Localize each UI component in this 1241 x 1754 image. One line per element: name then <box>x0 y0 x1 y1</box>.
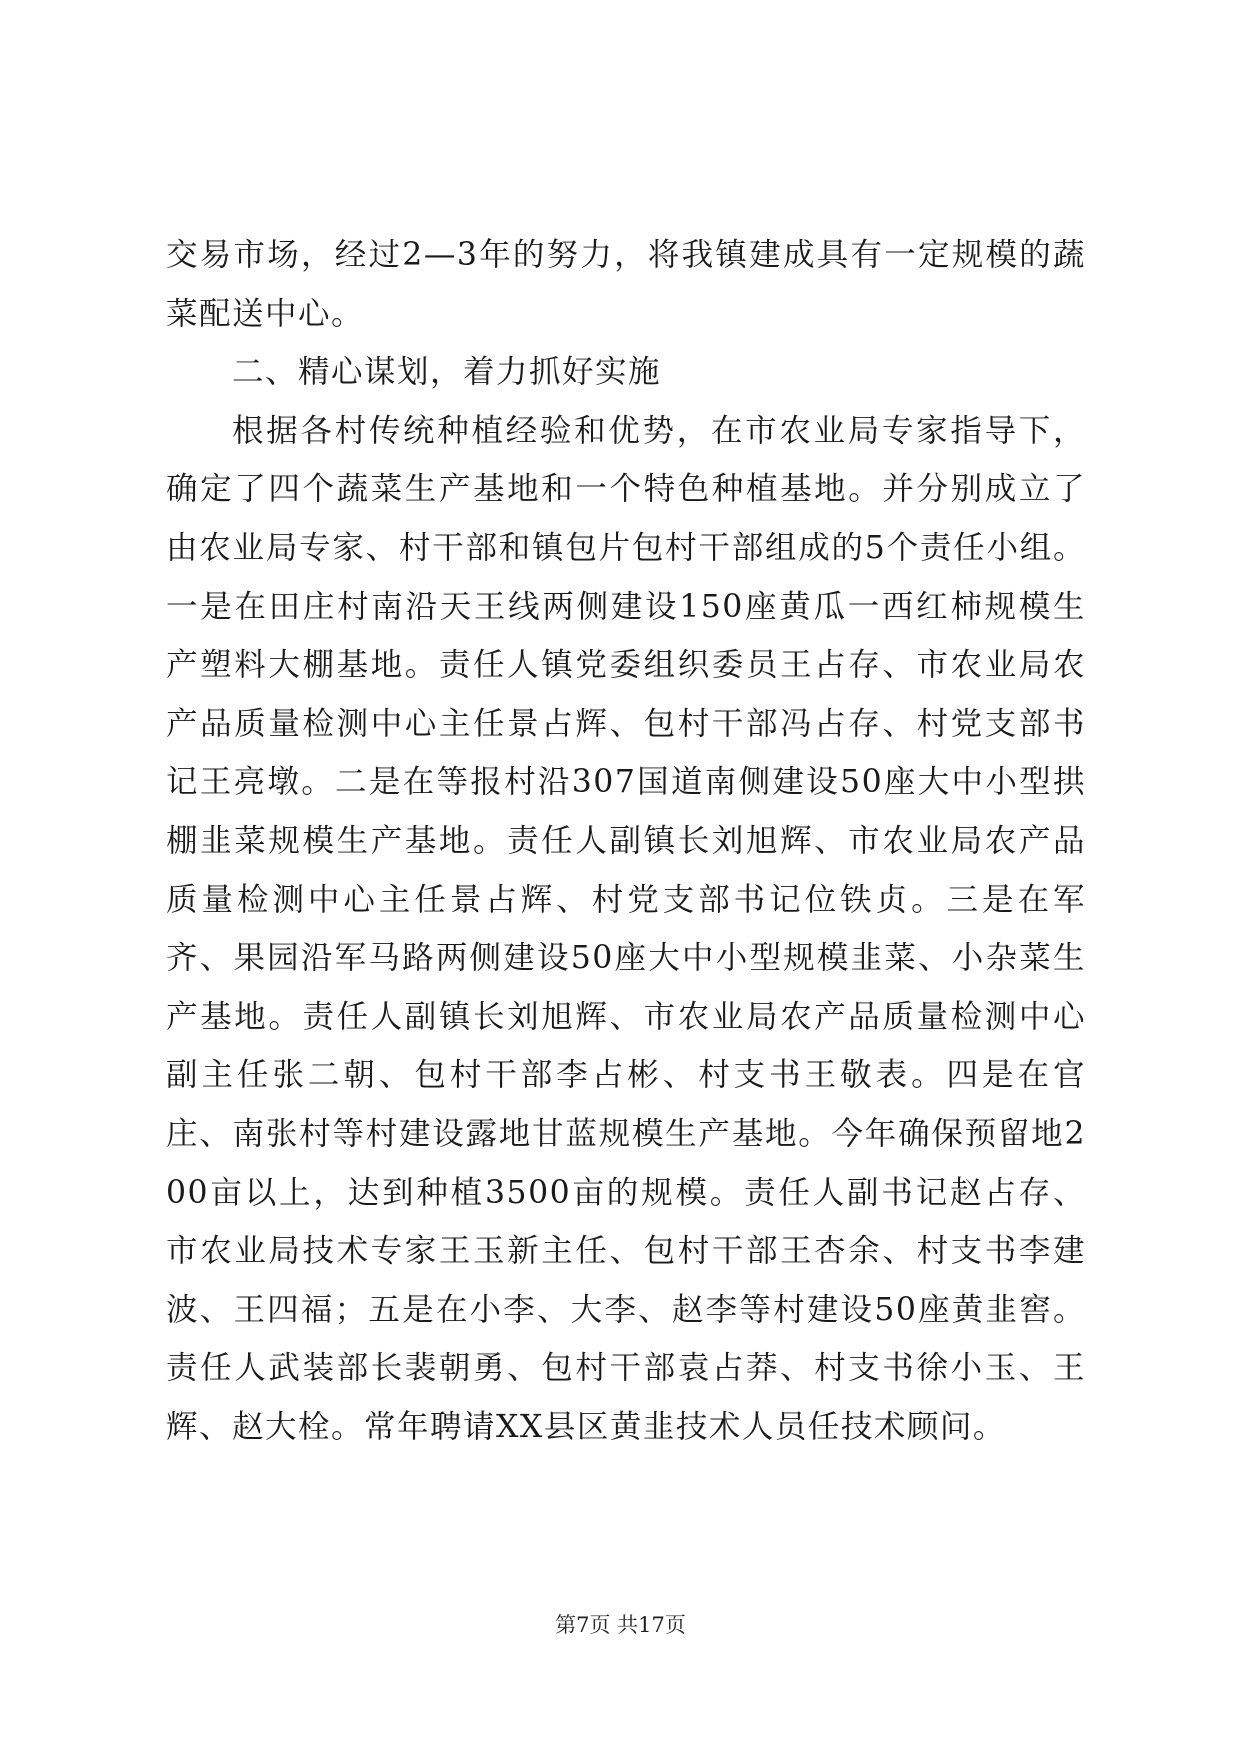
paragraph-production-bases: 根据各村传统种植经验和优势，在市农业局专家指导下，确定了四个蔬菜生产基地和一个特色种植基地。并分别成立了由农业局专家、村干部和镇包片包村干部组成的5个责任小组。一是在田庄村南沿天王线两侧建设150座黄瓜一西红柿规模生产塑料大棚基地。责任人镇党委组织委员王占存、市农业局农产品质量检测中心主任景占辉、包村干部冯占存、村党支部书记王亮墩。二是在等报村沿307国道南侧建设50座大中小型拱棚韭菜规模生产基地。责任人副镇长刘旭辉、市农业局农产品质量检测中心主任景占辉、村党支部书记位铁贞。三是在军齐、果园沿军马路两侧建设50座大中小型规模韭菜、小杂菜生产基地。责任人副镇长刘旭辉、市农业局农产品质量检测中心副主任张二朝、包村干部李占彬、村支书王敬表。四是在官庄、南张村等村建设露地甘蓝规模生产基地。今年确保预留地200亩以上，达到种植3500亩的规模。责任人副书记赵占存、市农业局技术专家王玉新主任、包村干部王杏余、村支书李建波、王四福；五是在小李、大李、赵李等村建设50座黄韭窖。责任人武装部长裴朝勇、包村干部袁占莽、村支书徐小玉、王辉、赵大栓。常年聘请XX县区黄韭技术人员任技术顾问。 <box>166 412 1086 1445</box>
document-body <box>166 226 1086 1456</box>
paragraph-market-summary: 交易市场，经过2—3年的努力，将我镇建成具有一定规模的蔬菜配送中心。 <box>166 237 1086 332</box>
section-heading-planning: 二、精心谋划，着力抓好实施 <box>232 354 662 391</box>
page-number-footer: 第7页 共17页 <box>555 1613 686 1637</box>
